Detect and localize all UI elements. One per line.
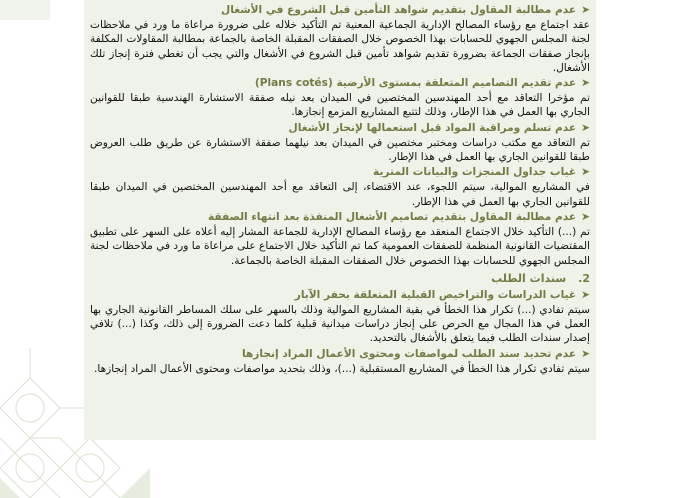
arrow-bullet-icon: ➤ bbox=[581, 77, 590, 90]
section-title bbox=[90, 271, 590, 287]
item-text-2: تم مؤخرا التعاقد مع أحد المهندسين المختصين في الميدان بعد نيله صفقة الاستشارة الهندسية طبقا للقوانين الجاري بها العمل في هذا الإطار، وذلك لتتبع المشاريع المزمع إنجازها. bbox=[90, 92, 590, 119]
item-heading-4: ➤غياب جداول المنجزات والبيانات المترية bbox=[373, 166, 590, 179]
corner-decoration bbox=[0, 0, 50, 20]
item-heading-5: ➤عدم مطالبة المقاول بتقديم تصاميم الأشغال المنفذة بعد انتهاء الصفقة bbox=[207, 210, 590, 223]
item-text-1: عقد اجتماع مع رؤساء المصالح الإدارية الجماعية المعنية تم التأكيد خلاله على ضرورة مراعاة ما ورد في ملاحظات لجنة المجلس الجهوي للحسابات بهذا الخصوص خلال الصفقات المقبلة الخاصة بالجماعة بمطالبة المقاولات المكلفة بإنجاز صفقات الجماعة بضرورة تقديم شواهد تأمين قبل الشروع في الأشغال والتي يجب أن تغطي فترة إنجاز تلك الأشغال. bbox=[90, 19, 590, 74]
item-heading-3: ➤عدم تسلم ومراقبة المواد قبل استعمالها لإنجاز الأشغال bbox=[288, 121, 590, 134]
item-heading-1: ➤عدم مطالبة المقاول بتقديم شواهد التأمين قبل الشروع في الأشغال bbox=[221, 4, 590, 16]
report-content-panel bbox=[84, 0, 596, 440]
arrow-bullet-icon: ➤ bbox=[581, 347, 590, 360]
item-text-4: في المشاريع الموالية، سيتم اللجوء، عند الاقتضاء، إلى التعاقد مع أحد المهندسين المختصين في الميدان طبقا للقوانين الجاري بها العمل في هذا الإطار. bbox=[90, 181, 590, 208]
arrow-bullet-icon: ➤ bbox=[581, 288, 590, 301]
item-text-5: تم (...) التأكيد خلال الاجتماع المنعقد مع رؤساء المصالح الإدارية للجماعة المشار إليه أعلاه على السهر على تطبيق المقتضيات القانونية المنظمة للصفقات العمومية كما تم التأكيد خلال الاجتماع على مراعاة ما ورد في ملاحظات لجنة المجلس الجهوي للحسابات بهذا الخصوص خلال الصفقات المقبلة الخاصة بالجماعة. bbox=[90, 225, 590, 267]
item-text-3: تم التعاقد مع مكتب دراسات ومختبر مختصين في الميدان بعد نيلهما صفقة الاستشارة عن طريق طلب العروض طبقا للقوانين الجاري بها العمل في هذا الإطار. bbox=[90, 136, 590, 164]
item-heading-2: ➤عدم تقديم التصاميم المتعلقة بمستوى الأرضية (Plans cotés) bbox=[254, 77, 590, 90]
arrow-bullet-icon: ➤ bbox=[581, 121, 590, 134]
section-label: سندات الطلب bbox=[491, 271, 567, 285]
item-text-6: سيتم تفادي (...) تكرار هذا الخطأ في بقية المشاريع الموالية وذلك بالسهر على سلك المساطر القانونية الجاري بها العمل في هذا المجال مع الحرص على إنجاز دراسات ميدانية قبلية كلما دعت الضرورة إلى ذلك، وكذا (...) تلافي إصدار سندات الطلب فيما يتعلق بالأشغال بالتحديد. bbox=[90, 303, 590, 345]
item-heading-7: ➤عدم تحديد سند الطلب لمواصفات ومحتوى الأعمال المراد إنجازها bbox=[241, 347, 590, 360]
section-number: 2. bbox=[578, 271, 590, 285]
item-text-7: سيتم تفادي تكرار هذا الخطأ في المشاريع المستقبلية (...)، وذلك بتحديد مواصفات ومحتوى الأعمال المراد إنجازها. bbox=[93, 362, 590, 375]
arrow-bullet-icon: ➤ bbox=[581, 4, 590, 16]
arrow-bullet-icon: ➤ bbox=[581, 210, 590, 223]
arrow-bullet-icon: ➤ bbox=[581, 166, 590, 179]
item-heading-6: ➤غياب الدراسات والتراخيص القبلية المتعلقة بحفر الآبار bbox=[294, 288, 590, 301]
